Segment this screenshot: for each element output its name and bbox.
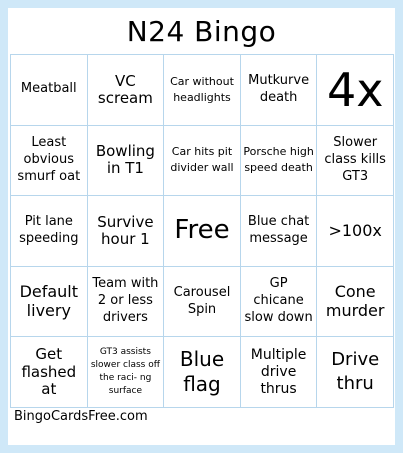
bingo-cell-r2-c3[interactable]: Car hits pit divider wall [164, 126, 241, 197]
bingo-cell-r4-c1[interactable]: Default livery [11, 267, 88, 338]
bingo-cell-r4-c2[interactable]: Team with 2 or less drivers [88, 267, 165, 338]
bingo-cell-r4-c4[interactable]: GP chicane slow down [241, 267, 318, 338]
bingo-cell-r2-c2[interactable]: Bowling in T1 [88, 126, 165, 197]
bingo-grid [10, 54, 394, 408]
bingo-cell-r3-c2[interactable]: Survive hour 1 [88, 196, 165, 267]
bingo-cell-r4-c3[interactable]: Carousel Spin [164, 267, 241, 338]
bingo-cell-r1-c3[interactable]: Car without headlights [164, 55, 241, 126]
bingo-cell-r2-c4[interactable]: Porsche high speed death [241, 126, 318, 197]
bingo-cell-r1-c1[interactable]: Meatball [11, 55, 88, 126]
footer-credit: BingoCardsFree.com [14, 409, 148, 424]
bingo-cell-r1-c2[interactable]: VC scream [88, 55, 165, 126]
bingo-cell-r2-c1[interactable]: Least obvious smurf oat [11, 126, 88, 197]
bingo-cell-r5-c1[interactable]: Get flashed at [11, 337, 88, 408]
bingo-cell-r3-c4[interactable]: Blue chat message [241, 196, 318, 267]
card-title: N24 Bingo [126, 14, 277, 48]
bingo-cell-r1-c4[interactable]: Mutkurve death [241, 55, 318, 126]
bingo-cell-r5-c2[interactable]: GT3 assists slower class off the raci- ng surface [88, 337, 165, 408]
bingo-card-inner [8, 8, 395, 445]
bingo-cell-r5-c4[interactable]: Multiple drive thrus [241, 337, 318, 408]
bingo-cell-r3-c1[interactable]: Pit lane speeding [11, 196, 88, 267]
bingo-cell-r4-c5[interactable]: Cone murder [317, 267, 394, 338]
bingo-cell-r1-c5[interactable]: 4x [317, 55, 394, 126]
bingo-cell-r5-c3[interactable]: Blue flag [164, 337, 241, 408]
bingo-cell-r2-c5[interactable]: Slower class kills GT3 [317, 126, 394, 197]
bingo-cell-free[interactable]: Free [164, 196, 241, 267]
bingo-cell-r5-c5[interactable]: Drive thru [317, 337, 394, 408]
bingo-cell-r3-c5[interactable]: >100x [317, 196, 394, 267]
